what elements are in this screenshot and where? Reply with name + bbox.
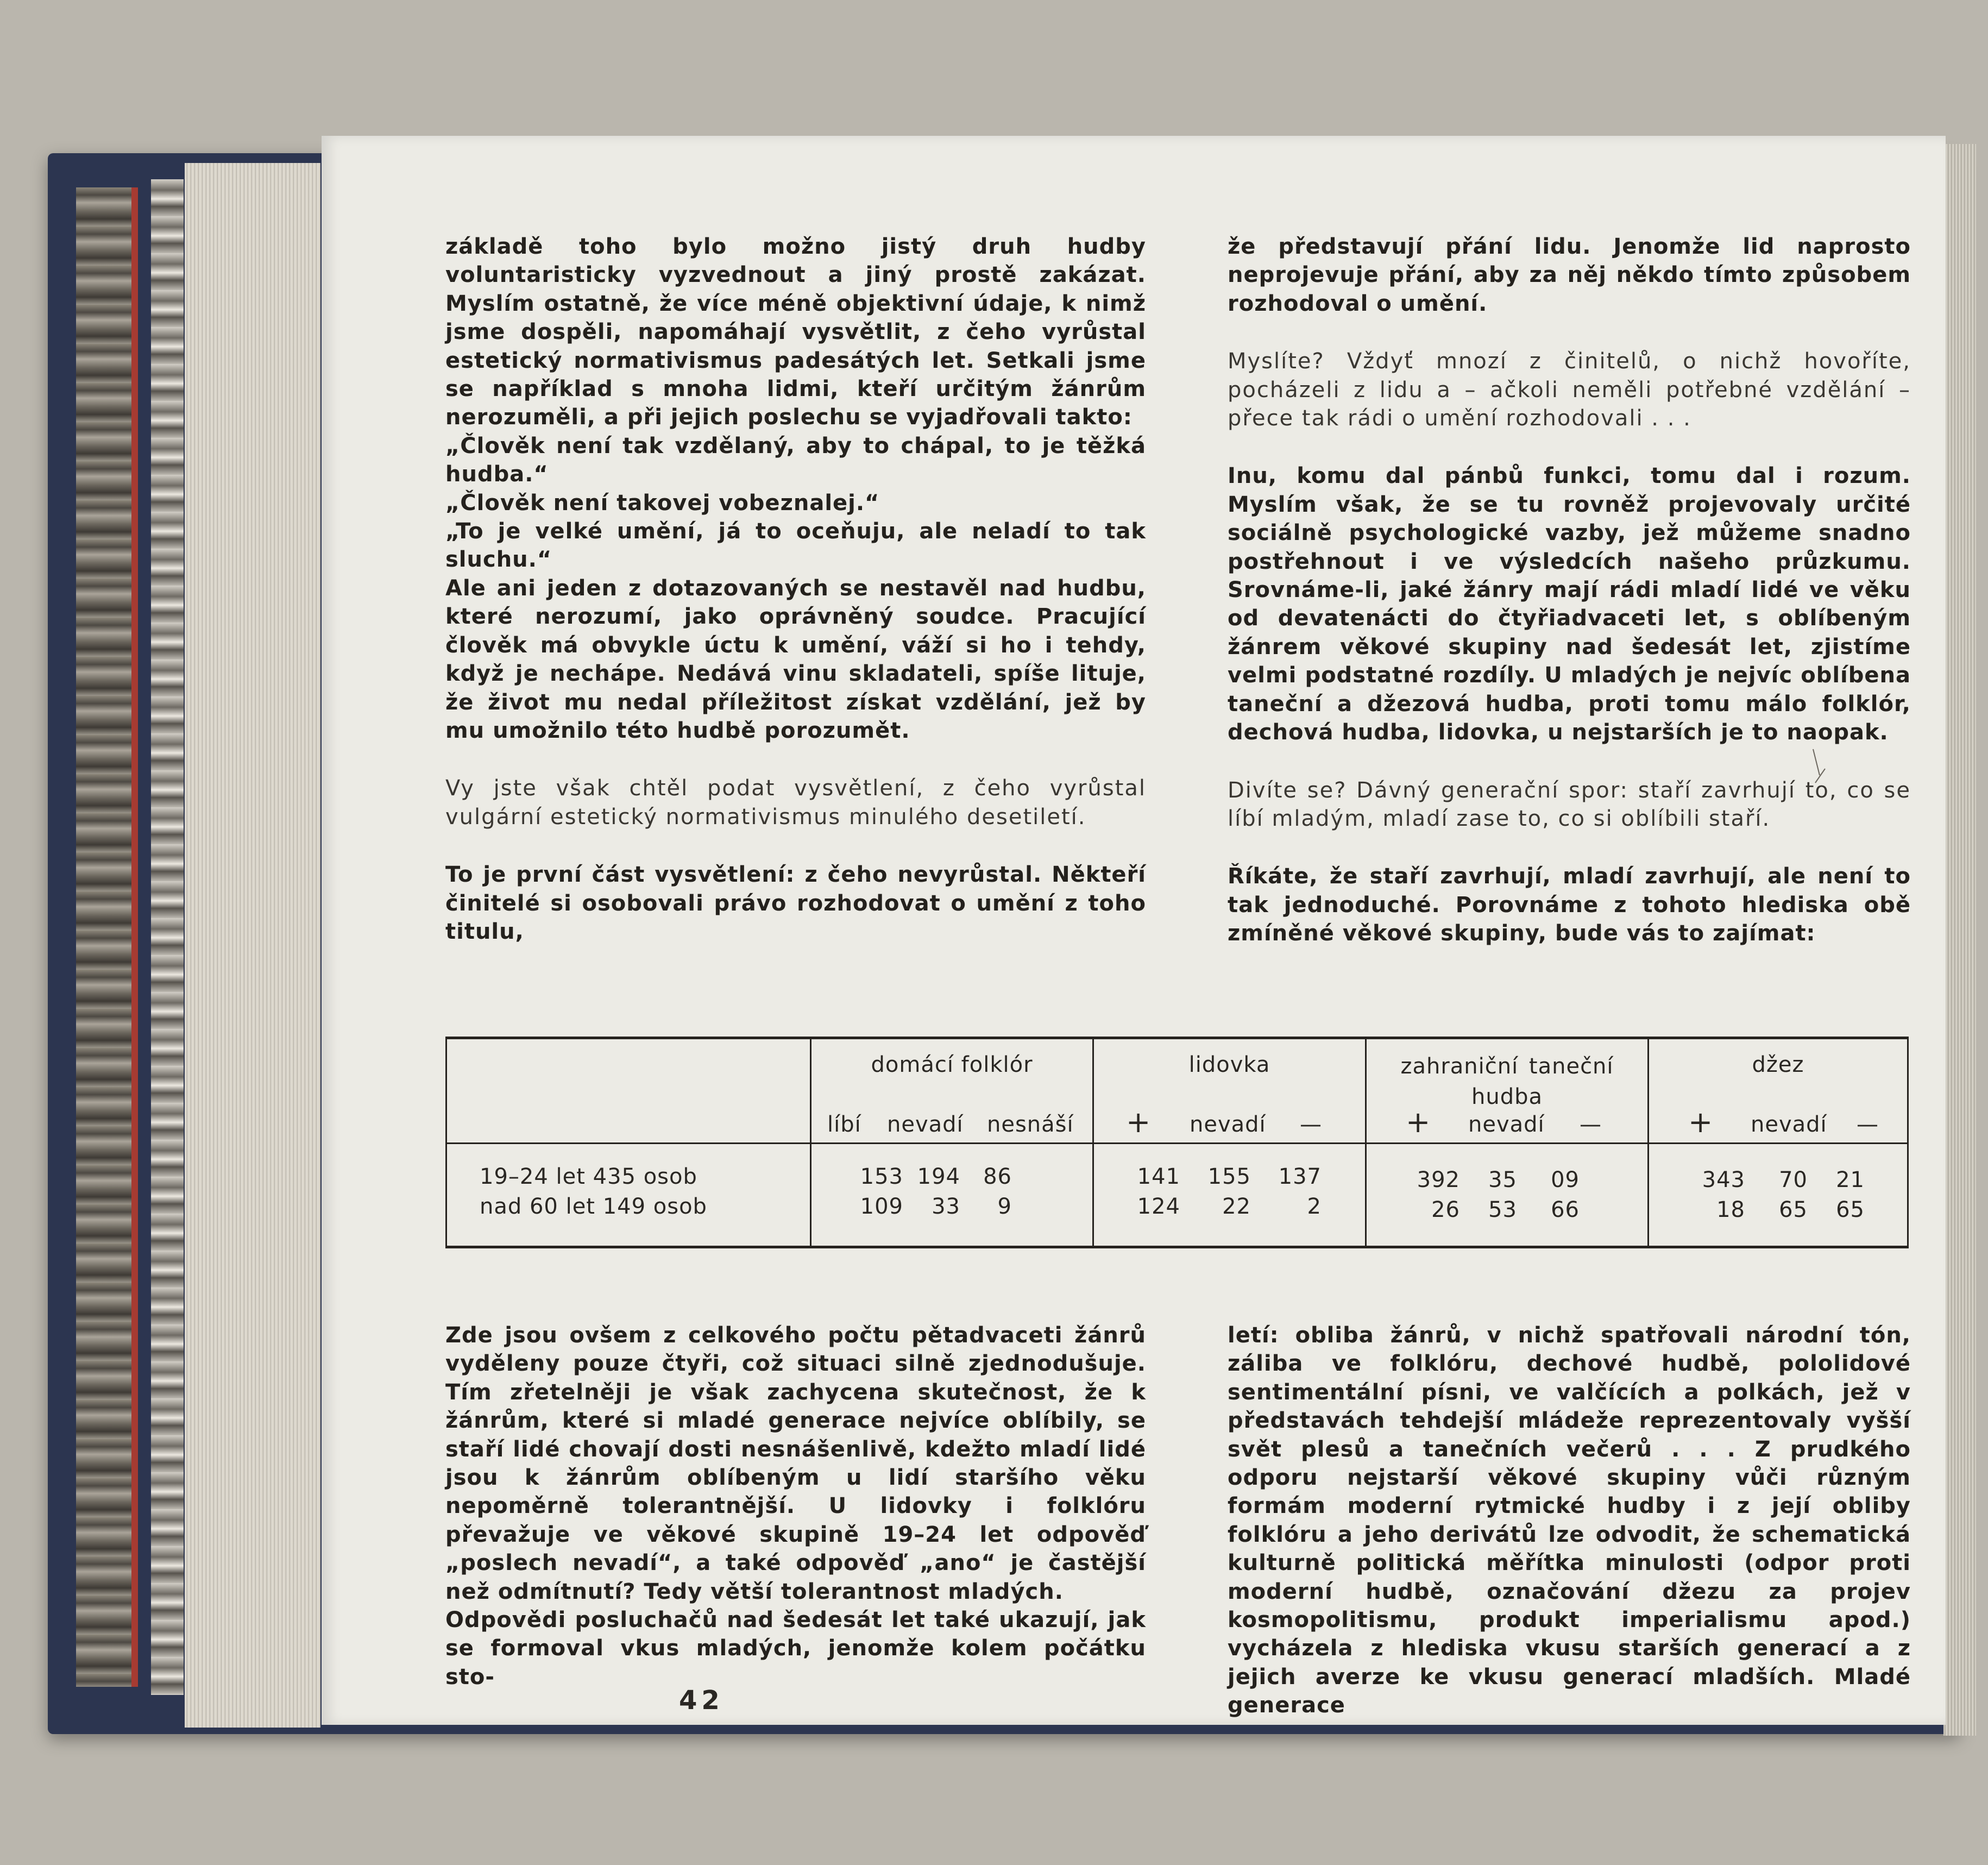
row-label: 19–24 let 435 osob [480,1164,697,1189]
interviewer-question: Vy jste však chtěl podat vysvětlení, z čeho vyrůstal vulgární estetický normativismus minulého desetiletí. [445,776,1146,830]
subheader-plus: + [1406,1105,1431,1139]
genre-table [445,1037,1909,1248]
table-cell: 124 [1137,1194,1180,1219]
left-column-bottom [445,1321,1146,1691]
page-stack-right [1943,144,1976,1736]
paragraph: Zde jsou ovšem z celkového počtu pětadvaceti žánrů vyděleny pouze čtyři, což situaci silně zjednodušuje. Tím zřetelněji je však zachycena skutečnost, že k žánrům, které si mladé generace nejvíce oblíbily, se staří lidé chovají dosti nesnášenlivě, kdežto mladí lidé jsou k žánrům oblíbeným u lidí staršího věku nepoměrně tolerantnější. U lidovky i folklóru převažuje ve věkové skupině 19–24 let odpověď „poslech nevadí“, a také odpověď „ano“ je častější než odmítnutí? Tedy větší tolerantnost mladých. [445,1323,1146,1604]
subheader-minus: — [1857,1112,1879,1137]
paragraph: Inu, komu dal pánbů funkci, tomu dal i rozum. Myslím však, že se tu rovněž projevovaly určité sociálně psychologické vazby, jež můžeme snadno postřehnout i ve výsledcích našeho průzkumu. Srovnáme-li, jaké žánry mají rádi mladí lidé ve věku od devatenácti do čtyřiadvaceti let, s oblíbeným žánrem věkové skupiny nad šedesát let, zjistíme velmi podstatné rozdíly. U mladých je nejvíc oblíbena taneční a džezová hudba, proti tomu málo folklór, dechová hudba, lidovka, u nejstarších je to naopak. [1228,463,1911,745]
paragraph-gap [1228,432,1911,462]
subheader-minus: — [1580,1112,1602,1137]
paragraph: Odpovědi posluchačů nad šedesát let také ukazují, jak se formoval vkus mladých, jenomže kolem počátku sto- [445,1607,1146,1690]
table-cell: 194 [917,1164,960,1189]
subheader-plus: + [1688,1105,1714,1139]
table-cell: 153 [860,1164,903,1189]
paragraph-gap [1228,833,1911,862]
paragraph-gap [1228,318,1911,347]
subheader-plus: + [1126,1105,1152,1139]
table-cell: 35 [1488,1167,1517,1192]
table-cell: 137 [1278,1164,1322,1189]
paragraph: To je první část vysvětlení: z čeho nevyrůstal. Někteří činitelé si osobovali právo rozhodovat o umění z toho titulu, [445,862,1146,944]
table-cell: 66 [1551,1197,1580,1222]
header-dzez: džez [1752,1052,1804,1077]
interviewer-question: Divíte se? Dávný generační spor: staří zavrhují to, co se líbí mladým, mladí zase to, co si oblíbili staří. [1228,777,1911,831]
left-column-top [445,233,1146,946]
table-cell: 141 [1137,1164,1180,1189]
paragraph: „Člověk není tak vzdělaný, aby to chápal, to je těžká hudba.“ [445,433,1146,487]
interviewer-question: Myslíte? Vždyť mnozí z činitelů, o nichž hovoříte, pocházeli z lidu a – ačkoli neměli potřebné vzdělání – přece tak rádi o umění rozhodovali . . . [1228,349,1911,431]
table-cell: 392 [1417,1167,1460,1192]
pencil-mark [1809,747,1830,785]
paragraph-gap [445,831,1146,861]
table-cell: 65 [1836,1197,1865,1222]
subheader: nesnáší [987,1112,1074,1137]
subheader: nevadí [1751,1112,1827,1137]
table-header-rule [447,1142,1907,1144]
table-cell: 53 [1488,1197,1517,1222]
table-cell: 26 [1431,1197,1460,1222]
paragraph: „Člověk není takovej vobeznalej.“ [445,490,880,516]
table-cell: 9 [997,1194,1012,1219]
subheader: nevadí [1468,1112,1545,1137]
table-cell: 86 [983,1164,1012,1189]
spine-edge [76,187,136,1687]
table-cell: 155 [1207,1164,1251,1189]
table-cell: 09 [1551,1167,1580,1192]
right-column-bottom [1228,1321,1911,1720]
table-cell: 65 [1779,1197,1808,1222]
row-label: nad 60 let 149 osob [480,1194,707,1219]
header-tanecni: zahraniční taneční hudba [1400,1054,1614,1109]
paragraph: Říkáte, že staří zavrhují, mladí zavrhují, ale není to tak jednoduché. Porovnáme z tohoto hlediska obě zmíněné věkové skupiny, bude vás to zajímat: [1228,864,1911,946]
table-cell: 2 [1307,1194,1322,1219]
table-cell: 18 [1716,1197,1745,1222]
table-cell: 70 [1779,1167,1808,1192]
subheader: líbí [827,1112,861,1137]
subheader-minus: — [1300,1112,1322,1137]
paragraph: Ale ani jeden z dotazovaných se nestavěl nad hudbu, které nerozumí, jako oprávněný soudce. Pracující člověk má obvykle úctu k umění, váží si ho i tehdy, když je nechápe. Nedává vinu skladateli, spíše lituje, že život mu nedal příležitost získat vzdělání, jež by mu umožnilo této hudbě porozumět. [445,575,1146,743]
header-lidovka: lidovka [1188,1052,1270,1077]
spine-ribbon [131,187,138,1687]
table-cell: 343 [1702,1167,1745,1192]
table-cell: 33 [932,1194,960,1219]
spine-edge-inner [151,179,184,1695]
subheader: nevadí [1190,1112,1266,1137]
paragraph: „To je velké umění, já to oceňuju, ale neladí to tak sluchu.“ [445,519,1146,573]
page-stack-left [185,163,320,1728]
table-cell: 22 [1222,1194,1251,1219]
paragraph: že představují přání lidu. Jenomže lid naprosto neprojevuje přání, aby za něj někdo tímto způsobem rozhodoval o umění. [1228,234,1911,316]
subheader: nevadí [887,1112,964,1137]
paragraph-gap [445,745,1146,774]
table-cell: 109 [860,1194,903,1219]
right-column-top [1228,233,1911,948]
paragraph: základě toho bylo možno jistý druh hudby voluntaristicky vyzvednout a jiný prostě zakázat. Myslím ostatně, že více méně objektivní údaje, k nimž jsme dospěli, napomáhají vysvětlit, z čeho vyrůstal estetický normativismus padesátých let. Setkali jsme se například s mnoha lidmi, kteří určitým žánrům nerozuměli, a při jejich poslechu se vyjadřovali takto: [445,234,1146,430]
page-number: 42 [679,1685,724,1716]
header-folklor: domácí folklór [871,1052,1033,1077]
paragraph: letí: obliba žánrů, v nichž spatřovali národní tón, záliba ve folklóru, dechové hudbě, pololidové sentimentální písni, ve valčících a polkách, jež v představách tehdejší mládeže reprezentovaly vyšší svět plesů a tanečních večerů . . . Z prudkého odporu nejstarší věkové skupiny vůči různým formám moderní rytmické hudby i z její obliby folklóru a jeho derivátů lze odvodit, že schematická kulturně politická měřítka minulosti (odpor proti moderní hudbě, označování džezu za projev kosmopolitismu, produkt imperialismu apod.) vycházela z hlediska vkusu starších generací a z jejich averze ke vkusu generací mladších. Mladé generace [1228,1323,1911,1718]
table-cell: 21 [1836,1167,1865,1192]
